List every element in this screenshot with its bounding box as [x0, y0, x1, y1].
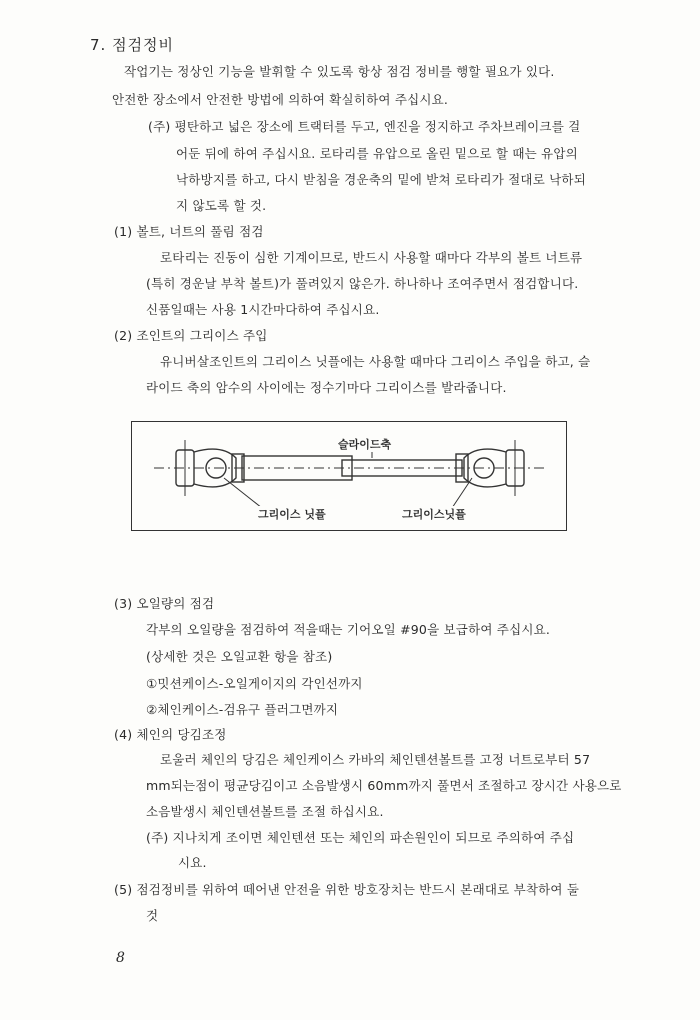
- item-1-line-2: (특히 경운날 부착 볼트)가 풀려있지 않은가. 하나하나 조여주면서 점검합니다.: [146, 276, 579, 291]
- item-1-line-3: 신품일때는 사용 1시간마다하여 주십시요.: [146, 302, 380, 317]
- item-3-heading: (3) 오일량의 점검: [114, 596, 215, 611]
- item-2-line-2: 라이드 축의 암수의 사이에는 정수기마다 그리이스를 발라줍니다.: [146, 380, 507, 395]
- item-3-line-3: ①밋션케이스-오일게이지의 각인선까지: [146, 676, 363, 691]
- item-4-heading: (4) 체인의 당김조정: [114, 727, 227, 742]
- section-title: 7. 점검정비: [90, 36, 175, 54]
- item-4-line-3: 소음발생시 체인텐션볼트를 조절 하십시요.: [146, 804, 384, 819]
- item-3-line-1: 각부의 오일량을 점검하여 적을때는 기어오일 #90을 보급하여 주십시요.: [146, 622, 551, 637]
- item-4-line-2: mm되는점이 평균당김이고 소음발생시 60mm까지 풀면서 조절하고 장시간 사용으로: [146, 778, 622, 793]
- item-3-line-4: ②체인케이스-검유구 플러그면까지: [146, 702, 339, 717]
- grease-nipple-left-label: 그리이스 닛플: [258, 508, 326, 521]
- item-2-line-1: 유니버살조인트의 그리이스 닛플에는 사용할 때마다 그리이스 주입을 하고, 슬: [160, 354, 591, 369]
- grease-nipple-right-label: 그리이스닛플: [402, 508, 466, 521]
- item-5-heading: (5) 점검정비를 위하여 떼어낸 안전을 위한 방호장치는 반드시 본래대로 부착하여 둘: [114, 882, 580, 897]
- note-line-2: 어둔 뒤에 하여 주십시요. 로타리를 유압으로 올린 밑으로 할 때는 유압의: [176, 146, 578, 161]
- item-4-line-1: 로울러 체인의 당김은 체인케이스 카바의 체인텐션볼트를 고정 너트로부터 57: [160, 752, 591, 767]
- item-4-note-line-2: 시요.: [178, 855, 207, 870]
- page-number: 8: [116, 950, 125, 966]
- note-line-4: 지 않도록 할 것.: [176, 198, 267, 213]
- item-5-line-1: 것: [146, 908, 159, 923]
- item-1-heading: (1) 볼트, 너트의 풀림 점검: [114, 224, 264, 239]
- note-line-1: (주) 평탄하고 넓은 장소에 트랙터를 두고, 엔진을 정지하고 주차브레이크를 걸: [148, 119, 581, 134]
- driveshaft-figure: [131, 421, 567, 531]
- item-1-line-1: 로타리는 진동이 심한 기계이므로, 반드시 사용할 때마다 각부의 볼트 너트류: [160, 250, 583, 265]
- intro-line-1: 작업기는 정상인 기능을 발휘할 수 있도록 항상 점검 정비를 행할 필요가 있다.: [124, 64, 555, 79]
- note-line-3: 낙하방지를 하고, 다시 받침을 경운축의 밑에 받쳐 로타리가 절대로 낙하되: [176, 172, 586, 187]
- item-4-note-line-1: (주) 지나치게 조이면 체인텐션 또는 체인의 파손원인이 되므로 주의하여 주십: [146, 830, 575, 845]
- item-3-line-2: (상세한 것은 오일교환 항을 참조): [146, 649, 333, 664]
- slide-shaft-label: 슬라이드축: [338, 438, 392, 451]
- item-2-heading: (2) 조인트의 그리이스 주입: [114, 328, 268, 343]
- intro-line-2: 안전한 장소에서 안전한 방법에 의하여 확실히하여 주십시요.: [112, 92, 449, 107]
